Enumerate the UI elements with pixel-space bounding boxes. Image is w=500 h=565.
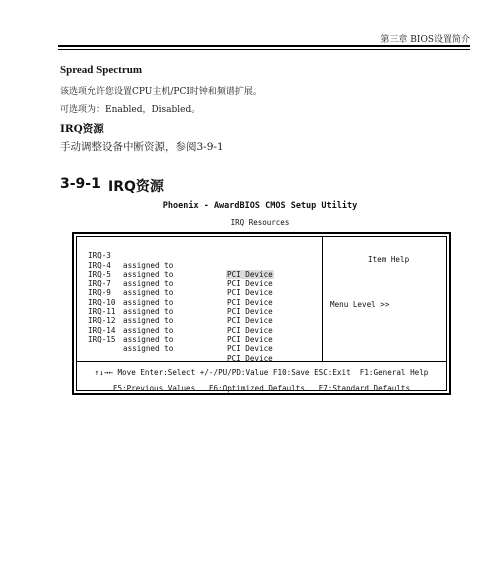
irq-value[interactable]: PCI Device [227,297,273,307]
irq-label: IRQ-14 [88,325,116,335]
irq-label: IRQ-3 [88,251,111,261]
irq-assigned-label: assigned to [123,279,174,289]
irq-value[interactable]: PCI Device [227,288,273,298]
section-description: 该选项允许您设置CPU主机/PCI时钟和频谱扩展。 [60,87,262,97]
irq-row[interactable] [88,326,273,363]
key-help-line-2: F5:Previous Values F6:Optimized Defaults F7:Standard Defaults [112,384,411,393]
irq-label: IRQ-5 [88,269,111,279]
section-options: 可选项为：Enabled，Disabled。 [60,105,201,115]
irq-assigned-label: assigned to [123,260,174,270]
irq-assigned-label: assigned to [123,269,174,279]
irq-list [88,242,273,363]
irq-value[interactable]: PCI Device [227,325,273,335]
irq-label: IRQ-11 [88,307,116,317]
irq-section-title: IRQ资源 [60,123,104,135]
running-header: 第三章 BIOS设置简介 [380,35,470,45]
irq-label: IRQ-4 [88,260,111,270]
irq-label: IRQ-15 [88,334,116,344]
heading-number: 3-9-1 [60,176,101,192]
irq-assigned-label: assigned to [123,325,174,335]
irq-label: IRQ-9 [88,288,111,298]
irq-label: IRQ-10 [88,297,116,307]
bios-panel-divider [322,237,323,361]
irq-label: IRQ-12 [88,316,116,326]
irq-assigned-label: assigned to [123,297,174,307]
irq-assigned-label: assigned to [123,316,174,326]
bios-screen-inner [76,236,447,391]
irq-value[interactable]: PCI Device [227,316,273,326]
irq-section-description: 手动调整设备中断资源，参阅3-9-1 [60,141,224,153]
irq-value[interactable]: PCI Device [227,307,273,317]
irq-assigned-label: assigned to [123,307,174,317]
irq-value[interactable]: PCI Device [227,334,273,344]
header-rule-thick [58,45,470,47]
heading-title: IRQ资源 [108,179,164,195]
header-rule-thin [58,49,470,50]
irq-value[interactable]: PCI Device [227,344,273,354]
bios-screen-subtitle: IRQ Resources [230,218,290,227]
menu-level: Menu Level >> [330,300,390,309]
irq-assigned-label: assigned to [123,288,174,298]
bios-screen [72,232,451,395]
irq-value-selected[interactable]: PCI Device [227,269,273,279]
item-help-title: Item Help [368,255,410,264]
section-title: Spread Spectrum [60,64,142,76]
key-help-line-1: ↑↓→← Move Enter:Select +/-/PU/PD:Value F10:Save ESC:Exit F1:General Help [94,368,429,377]
bios-utility-caption: Phoenix - AwardBIOS CMOS Setup Utility [162,201,358,211]
irq-value[interactable]: PCI Device [227,353,273,363]
irq-value[interactable]: PCI Device [227,279,273,289]
irq-assigned-label: assigned to [123,344,174,354]
irq-assigned-label: assigned to [123,334,174,344]
irq-label: IRQ-7 [88,279,111,289]
